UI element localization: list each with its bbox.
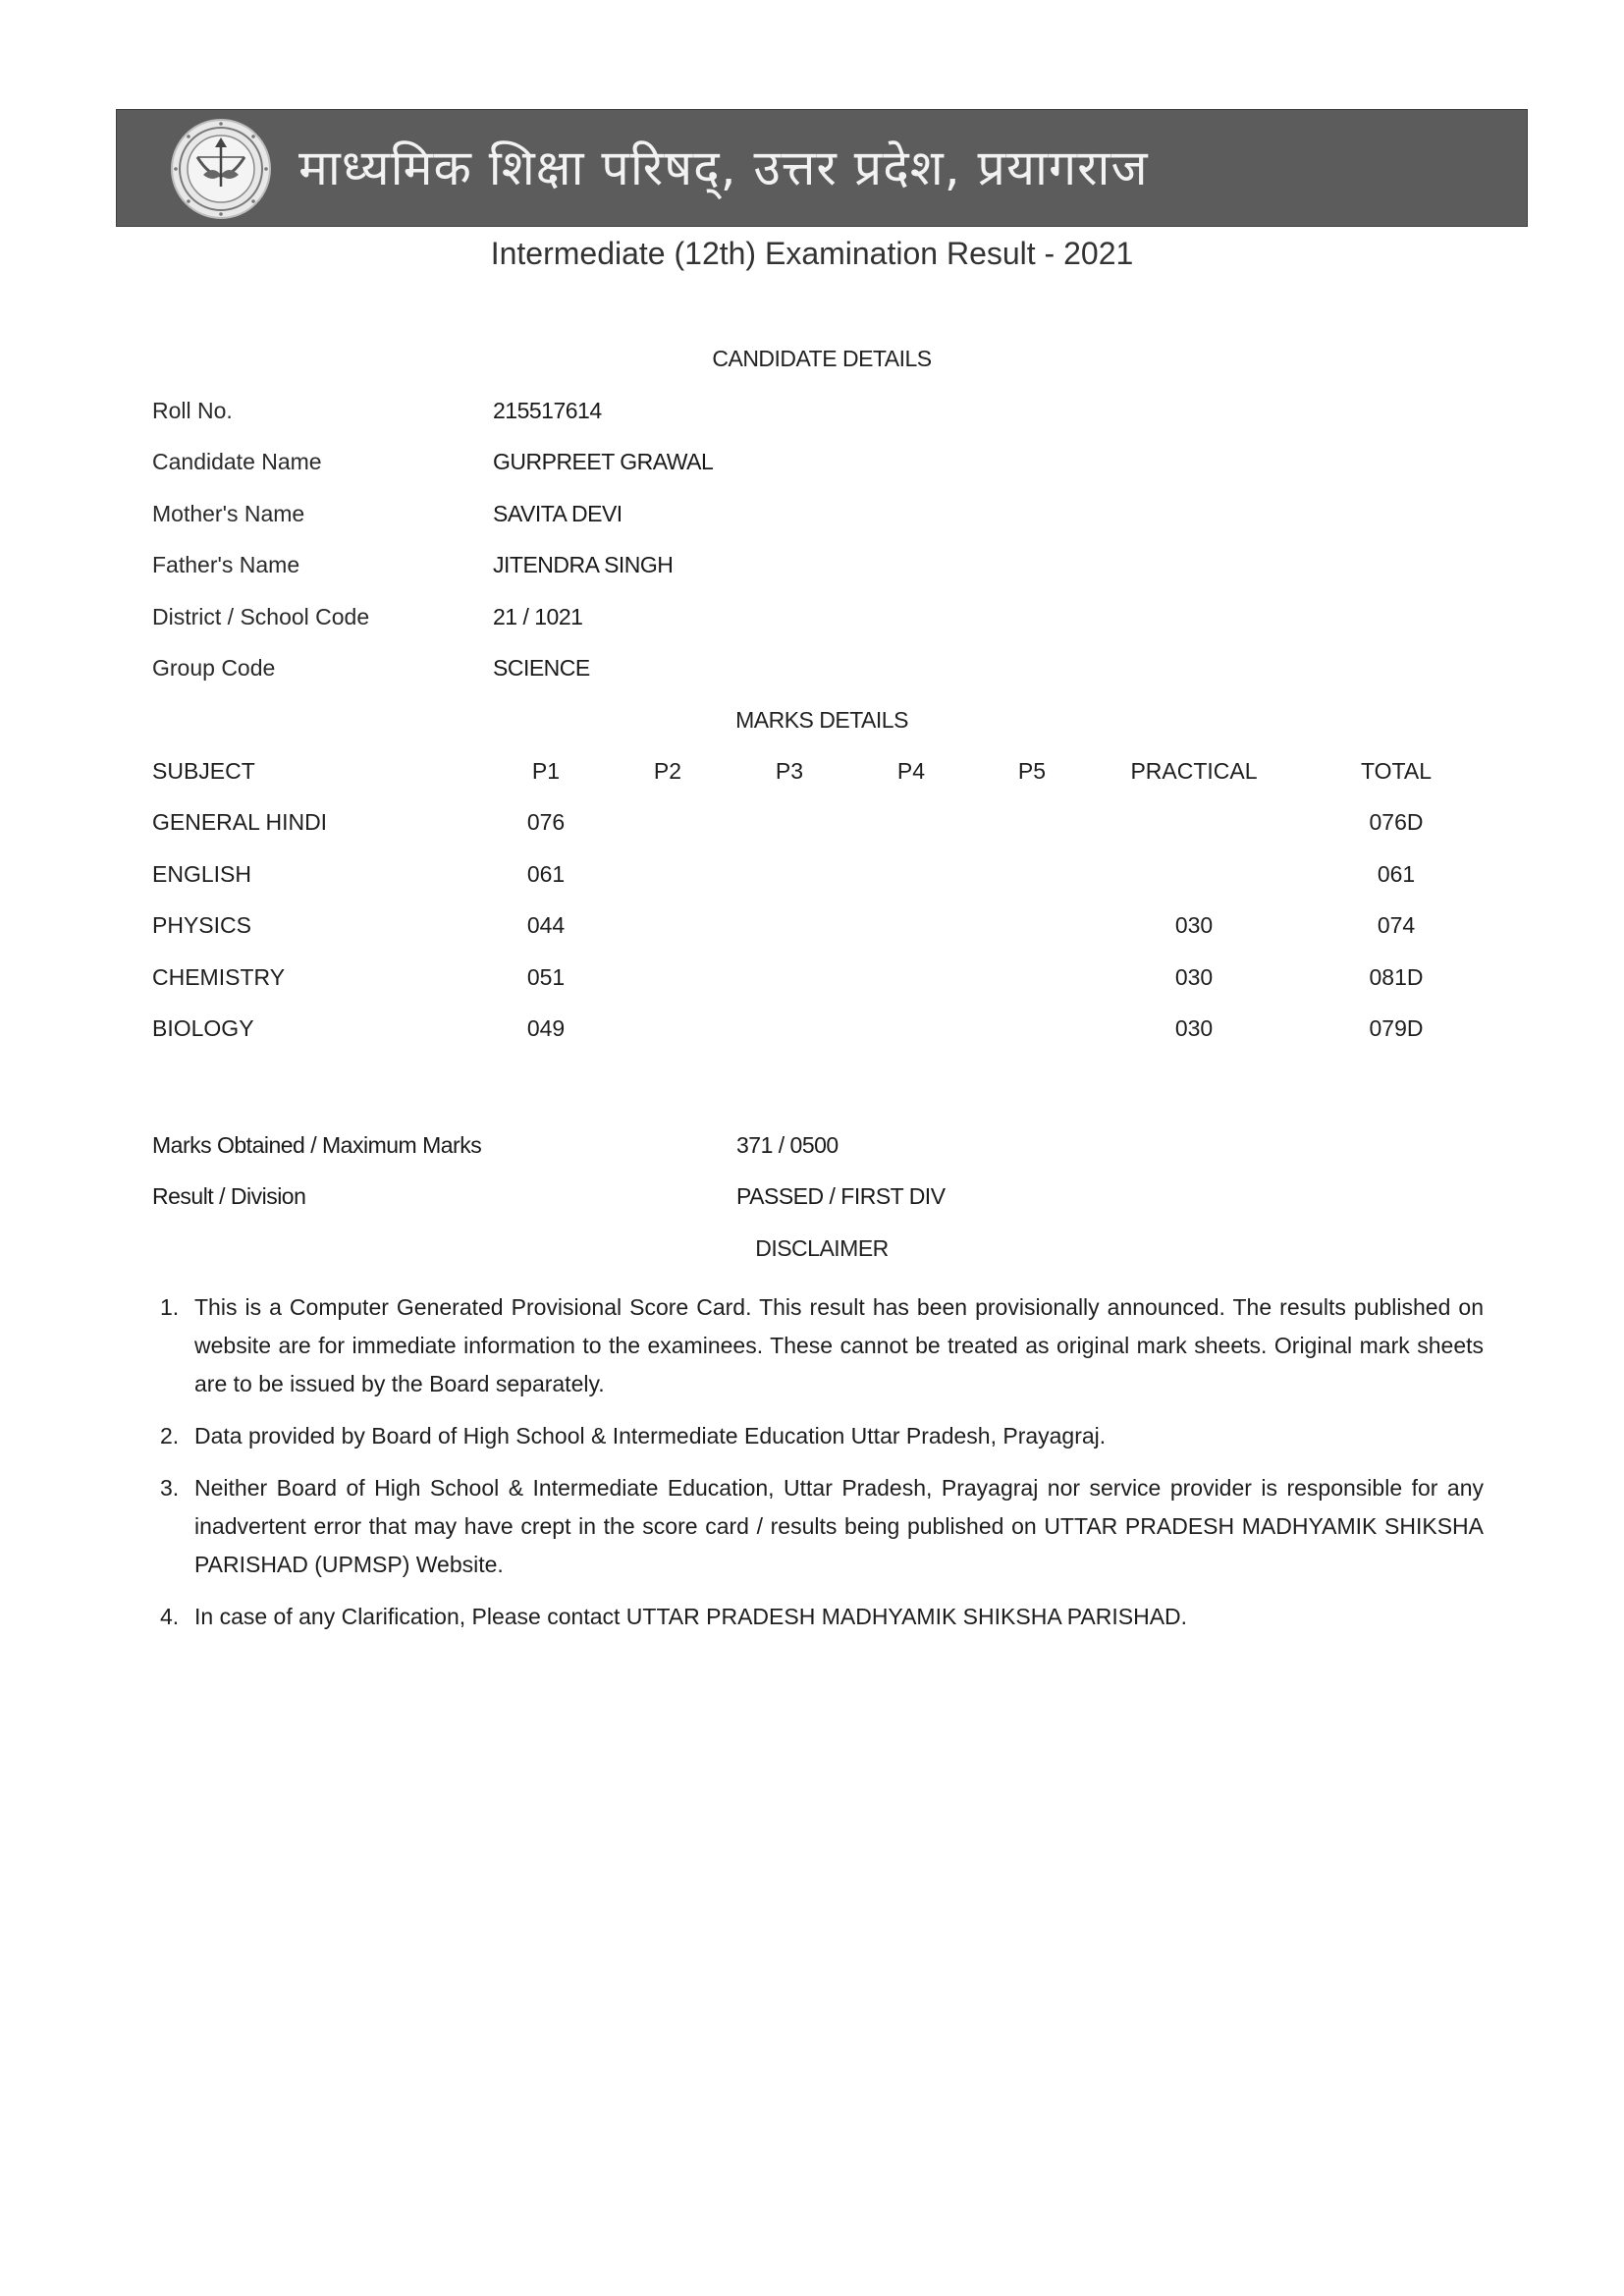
subject-cell: BIOLOGY: [152, 1015, 254, 1041]
board-name-title: माध्यमिक शिक्षा परिषद्, उत्तर प्रदेश, प्रयागराज: [298, 139, 1149, 196]
disclaimer-heading: DISCLAIMER: [755, 1235, 889, 1261]
district-school-code-label: District / School Code: [152, 604, 370, 629]
column-header-p3: P3: [775, 758, 804, 784]
column-header-p2: P2: [653, 758, 682, 784]
disclaimer-item: [160, 1469, 1484, 1584]
subject-cell: GENERAL HINDI: [152, 809, 328, 835]
group-code-value: SCIENCE: [493, 655, 590, 681]
roll-no-label: Roll No.: [152, 398, 233, 423]
district-school-code-value: 21 / 1021: [493, 604, 583, 629]
column-header-practical: PRACTICAL: [1130, 758, 1258, 784]
marks-details-heading: MARKS DETAILS: [735, 707, 908, 733]
candidate-details-heading: CANDIDATE DETAILS: [712, 346, 932, 371]
result-division-value: PASSED / FIRST DIV: [736, 1183, 946, 1209]
marks-obtained-value: 371 / 0500: [736, 1132, 839, 1158]
disclaimer-item: [160, 1598, 1484, 1636]
disclaimer-item-number: 2.: [160, 1423, 180, 1449]
table-row: [0, 964, 1624, 994]
total-cell: 079D: [1369, 1015, 1424, 1041]
group-code-label: Group Code: [152, 655, 276, 681]
table-row: [0, 912, 1624, 942]
table-row: [0, 1015, 1624, 1045]
disclaimer-item: [160, 1288, 1484, 1403]
father-name-label: Father's Name: [152, 552, 300, 577]
father-name-value: JITENDRA SINGH: [493, 552, 674, 577]
disclaimer-item-text: In case of any Clarification, Please contact UTTAR PRADESH MADHYAMIK SHIKSHA PARISHAD.: [194, 1604, 1188, 1629]
p1-cell: 051: [526, 964, 566, 990]
subject-cell: PHYSICS: [152, 912, 251, 938]
column-header-p5: P5: [1017, 758, 1047, 784]
table-row: [0, 809, 1624, 839]
candidate-name-value: GURPREET GRAWAL: [493, 449, 714, 474]
subject-cell: CHEMISTRY: [152, 964, 286, 990]
subject-cell: ENGLISH: [152, 861, 251, 887]
total-cell: 061: [1377, 861, 1416, 887]
total-cell: 076D: [1369, 809, 1424, 835]
practical-cell: 030: [1174, 1015, 1214, 1041]
candidate-name-label: Candidate Name: [152, 449, 322, 474]
practical-cell: 030: [1174, 964, 1214, 990]
disclaimer-item-text: Data provided by Board of High School & Intermediate Education Uttar Pradesh, Prayagraj.: [194, 1423, 1107, 1449]
column-header-p4: P4: [896, 758, 926, 784]
p1-cell: 076: [526, 809, 566, 835]
practical-cell: 030: [1174, 912, 1214, 938]
p1-cell: 044: [526, 912, 566, 938]
disclaimer-item: [160, 1417, 1484, 1455]
roll-no-value: 215517614: [493, 398, 602, 423]
disclaimer-item-text: This is a Computer Generated Provisional Score Card. This result has been provisionally announced. The results published on website are for immediate information to the examinees. These cannot be treated as original mark sheets. Original mark sheets are to be issued by the Board separately.: [194, 1294, 1484, 1396]
disclaimer-item-number: 1.: [160, 1294, 180, 1320]
column-header-subject: SUBJECT: [152, 758, 255, 784]
disclaimer-item-text: Neither Board of High School & Intermediate Education, Uttar Pradesh, Prayagraj nor service provider is responsible for any inadvertent error that may have crept in the score card / results being published on UTTAR PRADESH MADHYAMIK SHIKSHA PARISHAD (UPMSP) Website.: [194, 1475, 1484, 1577]
column-header-p1: P1: [531, 758, 561, 784]
p1-cell: 061: [526, 861, 566, 887]
column-header-total: TOTAL: [1361, 758, 1432, 784]
table-row: [0, 861, 1624, 891]
header-banner: [116, 109, 1528, 227]
exam-title: Intermediate (12th) Examination Result - 2021: [490, 236, 1134, 271]
upmsp-emblem-icon: [170, 118, 272, 220]
disclaimer-item-number: 3.: [160, 1475, 180, 1501]
disclaimer-list: [160, 1288, 1484, 1650]
result-division-label: Result / Division: [152, 1183, 306, 1209]
p1-cell: 049: [526, 1015, 566, 1041]
total-cell: 074: [1377, 912, 1416, 938]
mother-name-value: SAVITA DEVI: [493, 501, 623, 526]
mother-name-label: Mother's Name: [152, 501, 305, 526]
marks-table-header: [0, 758, 1624, 788]
disclaimer-item-number: 4.: [160, 1604, 180, 1629]
marks-obtained-label: Marks Obtained / Maximum Marks: [152, 1132, 482, 1158]
total-cell: 081D: [1369, 964, 1424, 990]
